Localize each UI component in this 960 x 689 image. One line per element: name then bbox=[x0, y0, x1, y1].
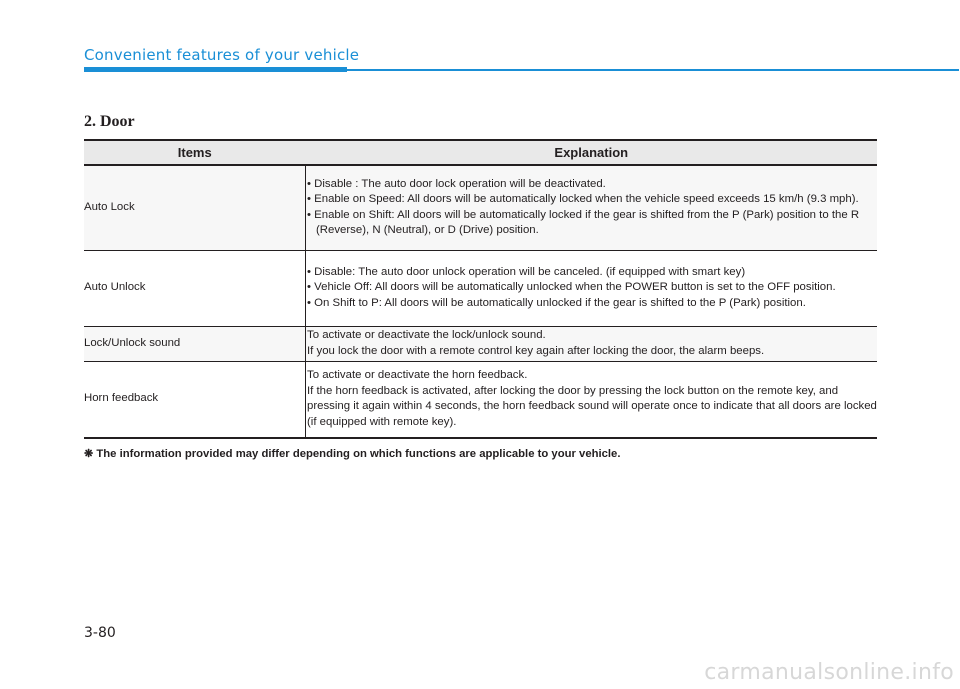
table-row bbox=[84, 326, 877, 361]
row-item: Horn feedback bbox=[84, 361, 306, 438]
table-header-row bbox=[84, 140, 877, 165]
page-number: 3-80 bbox=[84, 625, 116, 641]
explanation-line: If the horn feedback is activated, after locking the door by pressing the lock button on the remote key, and pressing it again within 4 seconds, the horn feedback sound will operate once to indicate that all doors are locked (if equipped with remote key). bbox=[307, 384, 877, 428]
explanation-line: • Vehicle Off: All doors will be automatically unlocked when the POWER button is set to the OFF position. bbox=[307, 281, 836, 294]
note-symbol-icon: ❋ bbox=[84, 448, 94, 460]
table-row bbox=[84, 250, 877, 326]
explanation-line: • Disable : The auto door lock operation will be deactivated. bbox=[307, 177, 606, 190]
row-explanation bbox=[306, 326, 878, 361]
row-item: Lock/Unlock sound bbox=[84, 326, 306, 361]
row-explanation bbox=[306, 250, 878, 326]
explanation-line: To activate or deactivate the lock/unlock sound. bbox=[307, 328, 546, 341]
column-header-items: Items bbox=[84, 140, 306, 165]
footnote-text: The information provided may differ depending on which functions are applicable to your vehicle. bbox=[96, 448, 621, 460]
row-explanation bbox=[306, 361, 878, 438]
section-header-rule bbox=[347, 69, 959, 71]
table-row bbox=[84, 165, 877, 250]
explanation-line: To activate or deactivate the horn feedback. bbox=[307, 369, 528, 382]
page-title: 2. Door bbox=[84, 113, 135, 130]
row-explanation bbox=[306, 165, 878, 250]
explanation-line: If you lock the door with a remote control key again after locking the door, the alarm beeps. bbox=[307, 344, 765, 357]
explanation-line: • On Shift to P: All doors will be automatically unlocked if the gear is shifted to the P (Park) position. bbox=[307, 296, 806, 309]
watermark: carmanualsonline.info bbox=[704, 660, 954, 685]
explanation-line: • Disable: The auto door unlock operation will be canceled. (if equipped with smart key) bbox=[307, 265, 746, 278]
explanation-line: • Enable on Speed: All doors will be automatically locked when the vehicle speed exceeds 15 km/h (9.3 mph). bbox=[307, 193, 859, 206]
section-header-bar bbox=[84, 67, 347, 72]
column-header-explanation: Explanation bbox=[306, 140, 878, 165]
row-item: Auto Unlock bbox=[84, 250, 306, 326]
section-header: Convenient features of your vehicle bbox=[84, 46, 360, 64]
explanation-line: • Enable on Shift: All doors will be automatically locked if the gear is shifted from the P (Park) position to the R (Reverse), N (Neutral), or D (Drive) position. bbox=[307, 208, 860, 237]
table-row bbox=[84, 361, 877, 438]
footnote bbox=[84, 447, 620, 460]
row-item: Auto Lock bbox=[84, 165, 306, 250]
door-settings-table bbox=[84, 139, 877, 439]
